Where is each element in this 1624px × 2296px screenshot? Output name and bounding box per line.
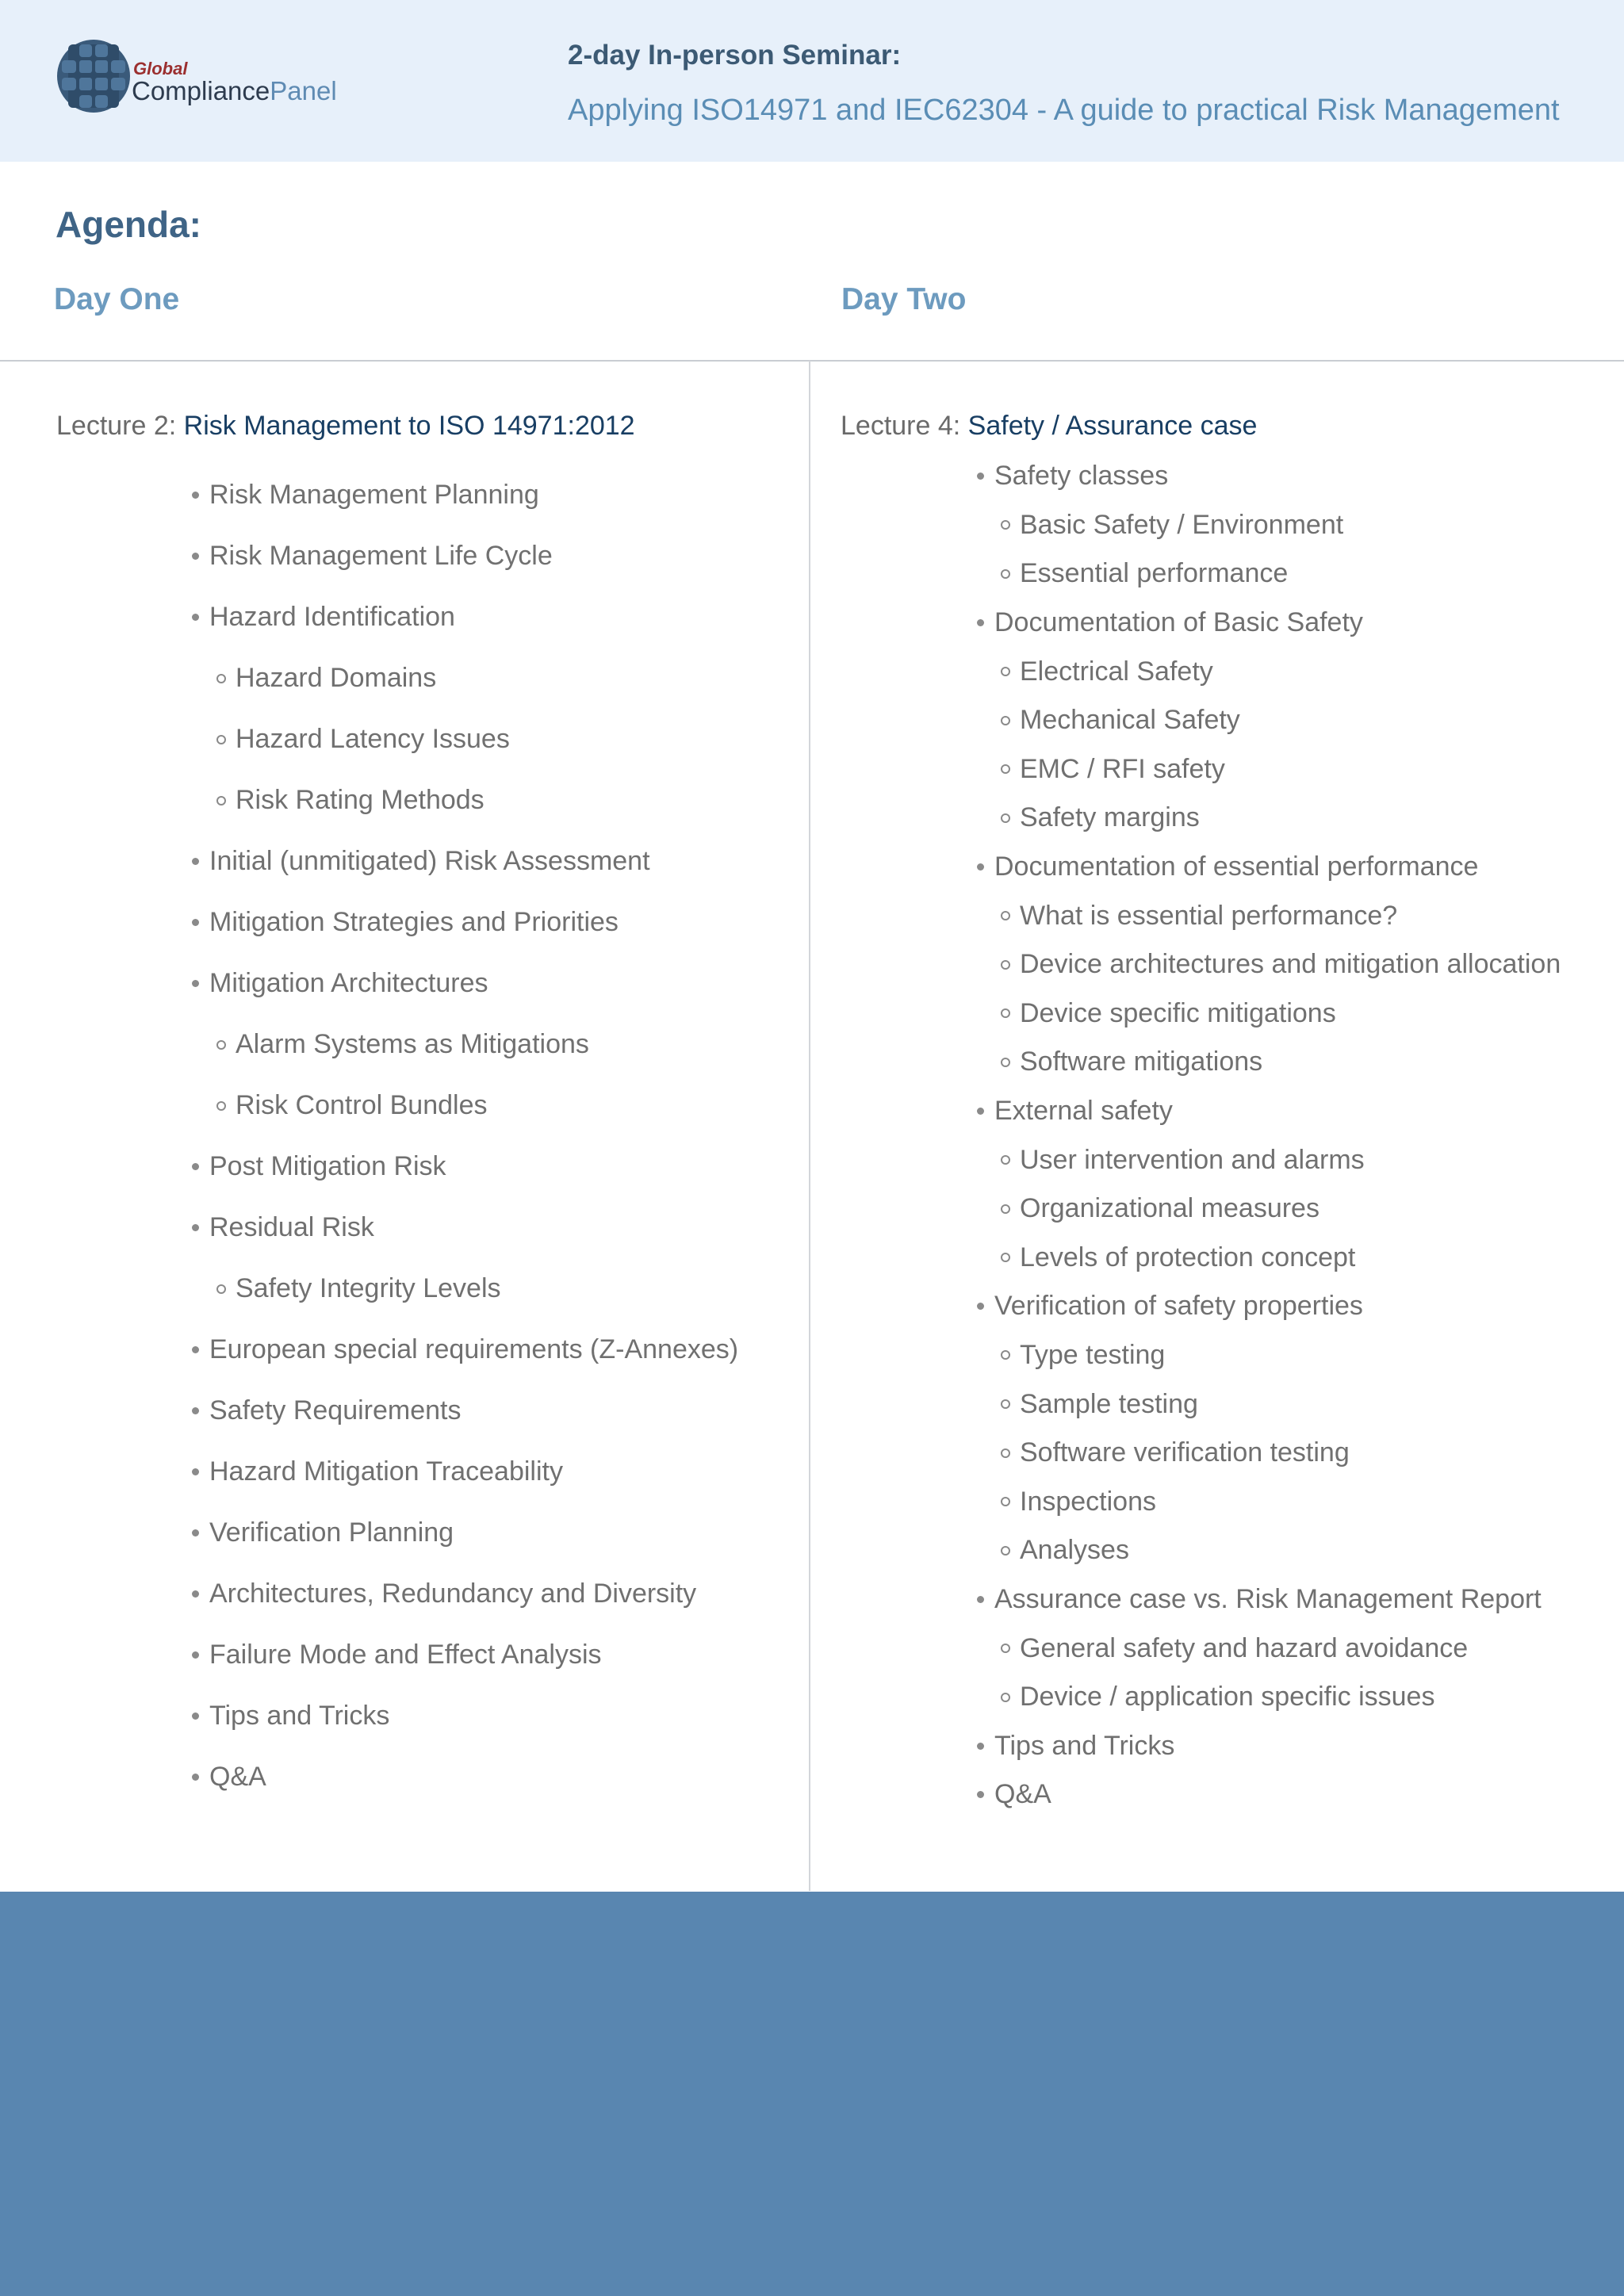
agenda-item-text: Initial (unmitigated) Risk Assessment [209, 846, 650, 876]
bullet-icon [977, 1108, 984, 1115]
agenda-item [187, 1441, 738, 1502]
hollow-bullet-icon [1001, 1008, 1010, 1018]
hollow-bullet-icon [1001, 1399, 1010, 1409]
header-banner [0, 0, 1624, 162]
agenda-subitem [972, 794, 1561, 843]
hollow-bullet-icon [216, 1101, 226, 1111]
agenda-item-text: Hazard Mitigation Traceability [209, 1456, 563, 1487]
agenda-item-text: Safety Integrity Levels [236, 1273, 501, 1303]
agenda-item-text: Risk Management Planning [209, 480, 539, 510]
agenda-item-text: Documentation of essential performance [994, 851, 1479, 882]
agenda-item [972, 843, 1561, 892]
agenda-subitem [187, 1075, 738, 1136]
agenda-item-text: Risk Control Bundles [236, 1090, 488, 1120]
hollow-bullet-icon [1001, 569, 1010, 579]
agenda-item-text: Verification of safety properties [994, 1291, 1363, 1322]
agenda-item-text: Software verification testing [1020, 1437, 1350, 1468]
agenda-subitem [972, 1135, 1561, 1184]
agenda-item [187, 587, 738, 648]
logo-name-part1: Compliance [132, 76, 270, 105]
agenda-item [187, 1686, 738, 1747]
agenda-item [187, 1380, 738, 1441]
agenda-item-text: Tips and Tricks [209, 1701, 390, 1731]
bullet-icon [192, 1590, 199, 1598]
agenda-subitem [972, 1429, 1561, 1478]
bullet-icon [192, 1346, 199, 1353]
hollow-bullet-icon [1001, 1350, 1010, 1360]
globe-icon [56, 38, 132, 114]
lecture-topic: Risk Management to ISO 14971:2012 [183, 411, 635, 441]
agenda-item [187, 831, 738, 892]
agenda-subitem [187, 648, 738, 709]
bullet-icon [192, 1407, 199, 1414]
agenda-item-text: Safety margins [1020, 802, 1200, 833]
hollow-bullet-icon [1001, 1155, 1010, 1165]
agenda-subitem [972, 501, 1561, 550]
bullet-icon [192, 1712, 199, 1720]
agenda-subitem [972, 696, 1561, 745]
agenda-item-text: Mitigation Strategies and Priorities [209, 907, 619, 937]
agenda-item-text: Architectures, Redundancy and Diversity [209, 1578, 697, 1609]
agenda-subitem [187, 1258, 738, 1319]
bullet-icon [977, 863, 984, 871]
agenda-subitem [972, 1234, 1561, 1283]
agenda-subitem [972, 1331, 1561, 1380]
bullet-icon [192, 1529, 199, 1536]
logo-wordmark [132, 76, 337, 106]
agenda-item-text: External safety [994, 1096, 1173, 1127]
agenda-item [972, 1087, 1561, 1136]
agenda-subitem [187, 1014, 738, 1075]
agenda-item [187, 892, 738, 953]
hollow-bullet-icon [1001, 813, 1010, 823]
seminar-type: 2-day In-person Seminar: [568, 40, 902, 71]
hollow-bullet-icon [216, 674, 226, 683]
agenda-item [972, 599, 1561, 648]
day-one-heading: Day One [54, 282, 180, 316]
agenda-item [187, 526, 738, 587]
agenda-subitem [972, 1624, 1561, 1673]
bullet-icon [192, 1468, 199, 1475]
bullet-icon [192, 492, 199, 499]
agenda-subitem [972, 1673, 1561, 1722]
agenda-item-text: Type testing [1020, 1339, 1166, 1370]
agenda-item-text: Hazard Domains [236, 663, 437, 693]
bullet-icon [192, 919, 199, 926]
hollow-bullet-icon [1001, 1644, 1010, 1653]
agenda-item-text: Alarm Systems as Mitigations [236, 1029, 589, 1059]
lecture-number: Lecture 4: [841, 411, 961, 441]
hollow-bullet-icon [1001, 1497, 1010, 1506]
seminar-title: Applying ISO14971 and IEC62304 - A guide to practical Risk Management [568, 94, 1560, 127]
agenda-item-text: Sample testing [1020, 1388, 1198, 1419]
bullet-icon [977, 1596, 984, 1603]
agenda-item-text: Tips and Tricks [994, 1730, 1175, 1761]
agenda-item [187, 1624, 738, 1686]
day-one-lecture-title [56, 411, 635, 442]
hollow-bullet-icon [1001, 667, 1010, 676]
agenda-subitem [187, 770, 738, 831]
agenda-item-text: Organizational measures [1020, 1193, 1320, 1224]
agenda-item-text: Essential performance [1020, 558, 1289, 589]
agenda-item-text: Basic Safety / Environment [1020, 509, 1344, 540]
bullet-icon [192, 980, 199, 987]
hollow-bullet-icon [1001, 1546, 1010, 1556]
hollow-bullet-icon [216, 735, 226, 744]
hollow-bullet-icon [1001, 716, 1010, 725]
bullet-icon [977, 473, 984, 480]
horizontal-divider [0, 360, 1624, 362]
agenda-item-text: Residual Risk [209, 1212, 374, 1242]
bullet-icon [192, 1224, 199, 1231]
hollow-bullet-icon [216, 1284, 226, 1294]
agenda-item-text: Electrical Safety [1020, 656, 1213, 687]
agenda-item-text: Risk Rating Methods [236, 785, 485, 815]
bullet-icon [977, 1791, 984, 1798]
column-divider [809, 361, 810, 1891]
agenda-item-text: Post Mitigation Risk [209, 1151, 446, 1181]
agenda-item [187, 1747, 738, 1808]
agenda-item-text: Safety Requirements [209, 1395, 462, 1425]
logo-name-part2: Panel [270, 76, 337, 105]
agenda-item [187, 1502, 738, 1563]
day-one-agenda-list [187, 465, 738, 1808]
agenda-item-text: User intervention and alarms [1020, 1144, 1365, 1175]
agenda-subitem [972, 989, 1561, 1039]
agenda-item-text: Levels of protection concept [1020, 1242, 1356, 1272]
agenda-item-text: Analyses [1020, 1535, 1129, 1566]
agenda-subitem [972, 1526, 1561, 1575]
agenda-item-text: Risk Management Life Cycle [209, 541, 553, 571]
bullet-icon [977, 619, 984, 626]
agenda-subitem [972, 1184, 1561, 1234]
bullet-icon [192, 858, 199, 865]
lecture-number: Lecture 2: [56, 411, 177, 441]
hollow-bullet-icon [216, 796, 226, 806]
bullet-icon [192, 1774, 199, 1781]
agenda-item [972, 452, 1561, 501]
footer-band [0, 1892, 1624, 2296]
bullet-icon [192, 1163, 199, 1170]
agenda-item [187, 1136, 738, 1197]
agenda-item-text: Hazard Latency Issues [236, 724, 510, 754]
agenda-item-text: Documentation of Basic Safety [994, 607, 1363, 638]
agenda-item-text: Device / application specific issues [1020, 1682, 1435, 1712]
agenda-subitem [972, 1038, 1561, 1087]
bullet-icon [977, 1303, 984, 1310]
agenda-heading: Agenda: [56, 204, 201, 245]
hollow-bullet-icon [1001, 1204, 1010, 1214]
agenda-item [972, 1282, 1561, 1331]
agenda-item-text: EMC / RFI safety [1020, 753, 1225, 784]
agenda-item [972, 1721, 1561, 1770]
day-two-lecture-title [841, 411, 1257, 442]
agenda-item-text: Hazard Identification [209, 602, 455, 632]
agenda-subitem [972, 1380, 1561, 1429]
agenda-item-text: Q&A [994, 1779, 1051, 1810]
agenda-item-text: Safety classes [994, 461, 1169, 492]
hollow-bullet-icon [1001, 1058, 1010, 1067]
lecture-topic: Safety / Assurance case [967, 411, 1258, 441]
agenda-item [187, 953, 738, 1014]
day-two-agenda-list [972, 452, 1561, 1820]
day-two-heading: Day Two [841, 282, 967, 316]
agenda-item [187, 1563, 738, 1624]
agenda-item [187, 1197, 738, 1258]
agenda-item-text: Device architectures and mitigation allocation [1020, 949, 1561, 980]
agenda-subitem [187, 709, 738, 770]
agenda-item-text: European special requirements (Z-Annexes) [209, 1334, 739, 1364]
agenda-item [187, 465, 738, 526]
agenda-item [972, 1770, 1561, 1820]
agenda-item-text: Verification Planning [209, 1517, 454, 1548]
agenda-item-text: Mechanical Safety [1020, 705, 1240, 736]
agenda-subitem [972, 745, 1561, 794]
logo-global-text: Global [133, 59, 188, 78]
bullet-icon [977, 1743, 984, 1750]
agenda-item [187, 1319, 738, 1380]
agenda-subitem [972, 891, 1561, 940]
bullet-icon [192, 614, 199, 621]
hollow-bullet-icon [1001, 960, 1010, 970]
agenda-item-text: Inspections [1020, 1486, 1156, 1517]
hollow-bullet-icon [1001, 764, 1010, 774]
agenda-item-text: Device specific mitigations [1020, 997, 1336, 1028]
hollow-bullet-icon [216, 1040, 226, 1050]
agenda-item [972, 1575, 1561, 1624]
hollow-bullet-icon [1001, 1253, 1010, 1262]
agenda-item-text: Software mitigations [1020, 1047, 1263, 1077]
hollow-bullet-icon [1001, 520, 1010, 530]
agenda-subitem [972, 1477, 1561, 1526]
agenda-item-text: Assurance case vs. Risk Management Report [994, 1583, 1542, 1614]
bullet-icon [192, 553, 199, 560]
hollow-bullet-icon [1001, 911, 1010, 920]
bullet-icon [192, 1651, 199, 1659]
agenda-item-text: General safety and hazard avoidance [1020, 1632, 1469, 1663]
agenda-item-text: Failure Mode and Effect Analysis [209, 1640, 602, 1670]
agenda-subitem [972, 647, 1561, 696]
agenda-item-text: Q&A [209, 1762, 266, 1792]
company-logo [56, 38, 341, 117]
hollow-bullet-icon [1001, 1693, 1010, 1702]
agenda-subitem [972, 940, 1561, 989]
agenda-item-text: Mitigation Architectures [209, 968, 488, 998]
agenda-item-text: What is essential performance? [1020, 900, 1398, 931]
agenda-subitem [972, 549, 1561, 599]
hollow-bullet-icon [1001, 1448, 1010, 1458]
